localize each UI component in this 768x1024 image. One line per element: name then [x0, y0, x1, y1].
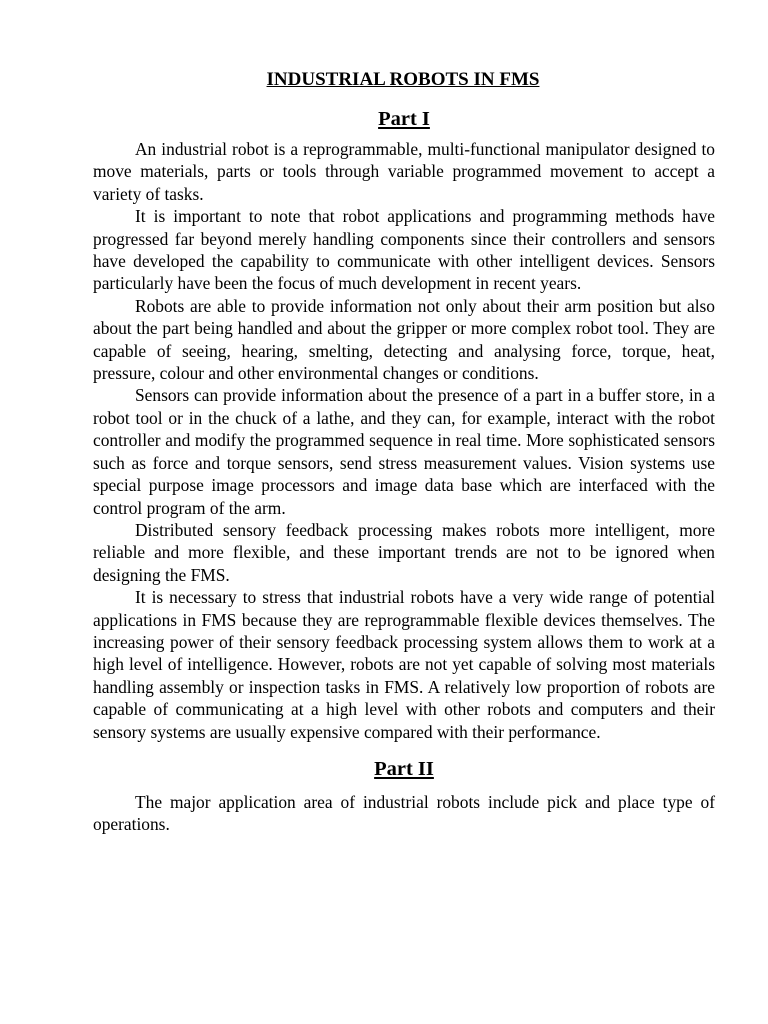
part-2-heading: Part II [374, 757, 434, 780]
part-1-body [93, 138, 715, 743]
document-title: INDUSTRIAL ROBOTS IN FMS [266, 69, 540, 90]
part-1-paragraph-5: Distributed sensory feedback processing makes robots more intelligent, more reliable and more flexible, and these important trends are not to be ignored when designing the FMS. [93, 519, 715, 585]
part-2-paragraph-1: The major application area of industrial robots include pick and place type of operations. [93, 791, 715, 835]
part-2-body [93, 791, 715, 836]
part-1-paragraph-2: It is important to note that robot applications and programming methods have progressed far beyond merely handling components since their controllers and sensors have developed the capability to communicate with other intelligent devices. Sensors particularly have been the focus of much development in recent years. [93, 206, 715, 294]
part-1-paragraph-3: Robots are able to provide information not only about their arm position but also about the part being handled and about the gripper or more complex robot tool. They are capable of seeing, hearing, smelting, detecting and analysing force, torque, heat, pressure, colour and other environmental changes or conditions. [93, 295, 715, 384]
part-1-paragraph-4: Sensors can provide information about the presence of a part in a buffer store, in a robot tool or in the chuck of a lathe, and they can, for example, interact with the robot controller and modify the programmed sequence in real time. More sophisticated sensors such as force and torque sensors, send stress measurement values. Vision systems use special purpose image processors and image data base which are interfaced with the control program of the arm. [93, 385, 715, 518]
part-1-heading: Part I [378, 108, 430, 130]
part-1-paragraph-6: It is necessary to stress that industrial robots have a very wide range of potential applications in FMS because they are reprogrammable flexible devices themselves. The increasing power of their sensory feedback processing system allows them to work at a high level of intelligence. However, robots are not yet capable of solving most materials handling assembly or inspection tasks in FMS. A relatively low proportion of robots are capable of communicating at a high level with other robots and computers and their sensory systems are usually expensive compared with their performance. [93, 587, 715, 742]
part-1-paragraph-1: An industrial robot is a reprogrammable, multi-functional manipulator designed to move materials, parts or tools through variable programmed movement to accept a variety of tasks. [93, 139, 715, 204]
